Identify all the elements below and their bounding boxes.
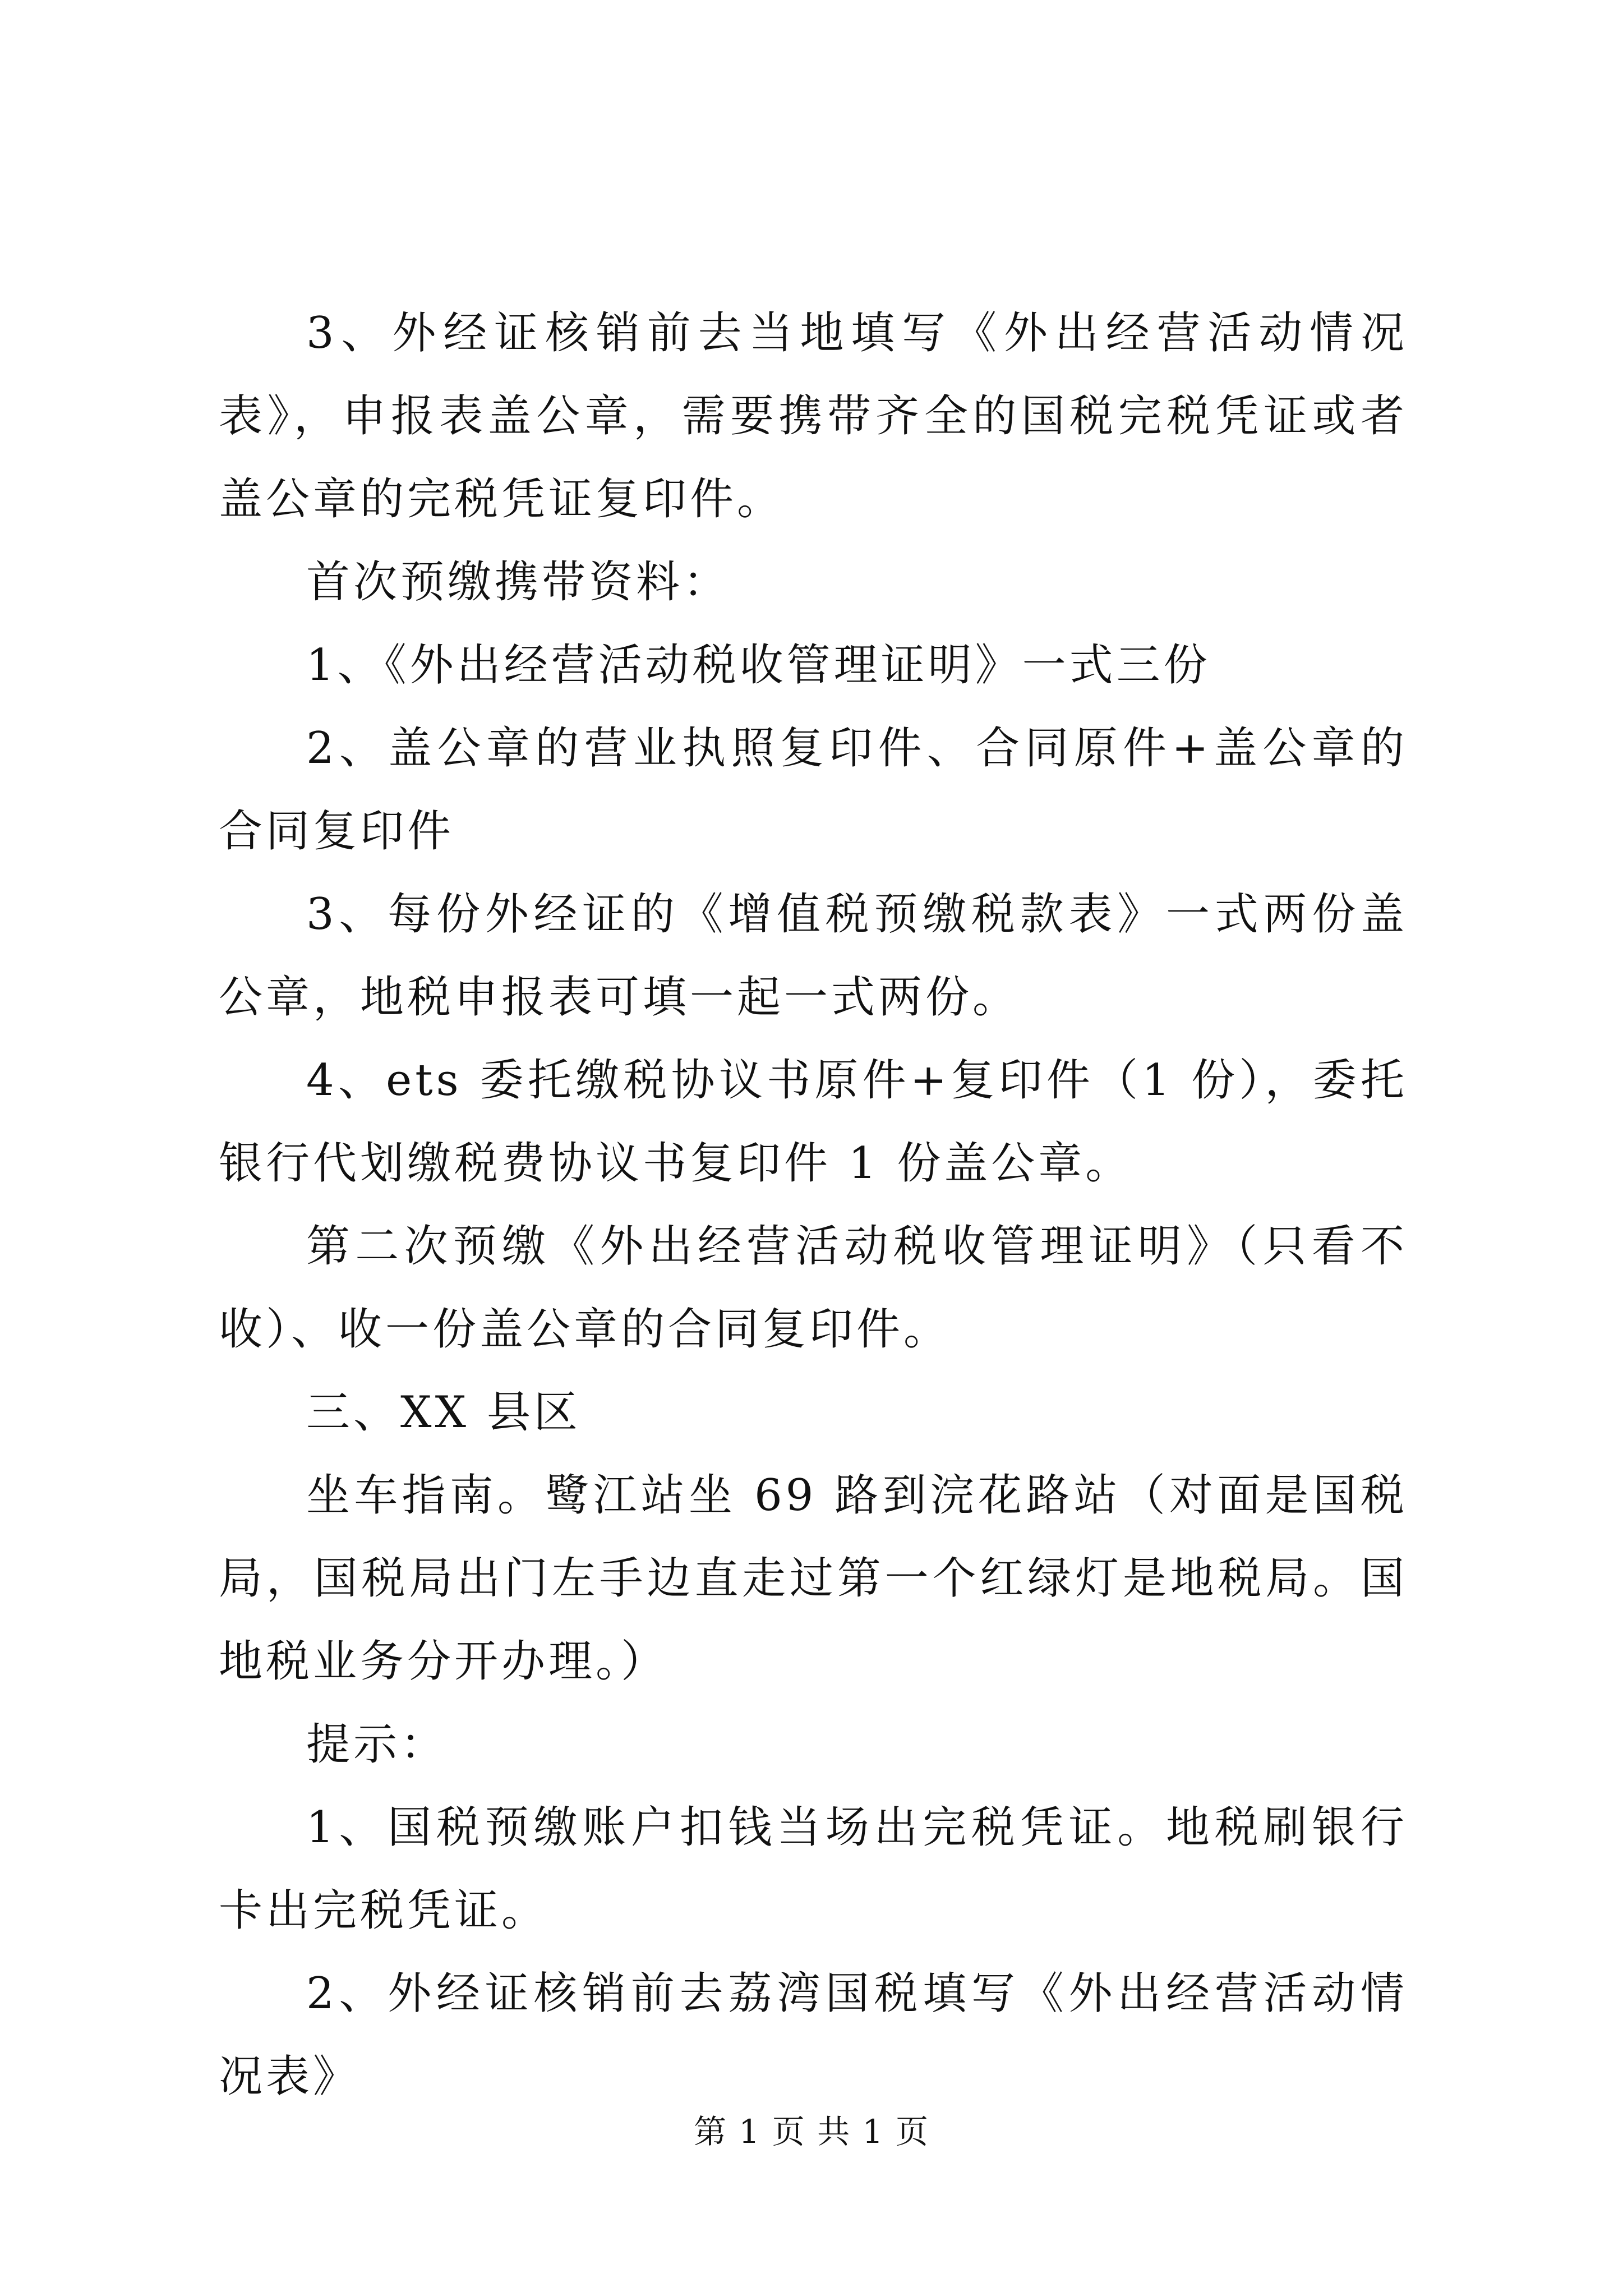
paragraph-5: 3、每份外经证的《增值税预缴税款表》一式两份盖公章，地税申报表可填一起一式两份。: [219, 889, 1408, 1023]
page-footer: 第 1 页 共 1 页: [694, 2113, 929, 2151]
paragraph-7: 第二次预缴《外出经营活动税收管理证明》（只看不收）、收一份盖公章的合同复印件。: [219, 1221, 1408, 1355]
section-heading: 三、XX 县区: [306, 1387, 581, 1438]
paragraph-6: 4、ets 委托缴税协议书原件+复印件（1 份），委托银行代划缴税费协议书复印件 1 份盖公章。: [219, 1055, 1408, 1189]
paragraph-11: 1、国税预缴账户扣钱当场出完税凭证。地税刷银行卡出完税凭证。: [219, 1802, 1408, 1936]
paragraph-10: 提示：: [306, 1719, 448, 1770]
paragraph-1: 3、外经证核销前去当地填写《外出经营活动情况表》，申报表盖公章，需要携带齐全的国税完税凭证或者盖公章的完税凭证复印件。: [219, 308, 1408, 524]
paragraph-9: 坐车指南。鹭江站坐 69 路到浣花路站（对面是国税局，国税局出门左手边直走过第一个红绿灯是地税局。国地税业务分开办理。）: [219, 1470, 1408, 1687]
paragraph-2: 首次预缴携带资料：: [306, 557, 731, 608]
paragraph-4: 2、盖公章的营业执照复印件、合同原件+盖公章的合同复印件: [219, 723, 1408, 857]
paragraph-3: 1、《外出经营活动税收管理证明》一式三份: [306, 640, 1211, 691]
paragraph-12: 2、外经证核销前去荔湾国税填写《外出经营活动情况表》: [219, 1968, 1408, 2102]
document-body: [219, 292, 1408, 2118]
